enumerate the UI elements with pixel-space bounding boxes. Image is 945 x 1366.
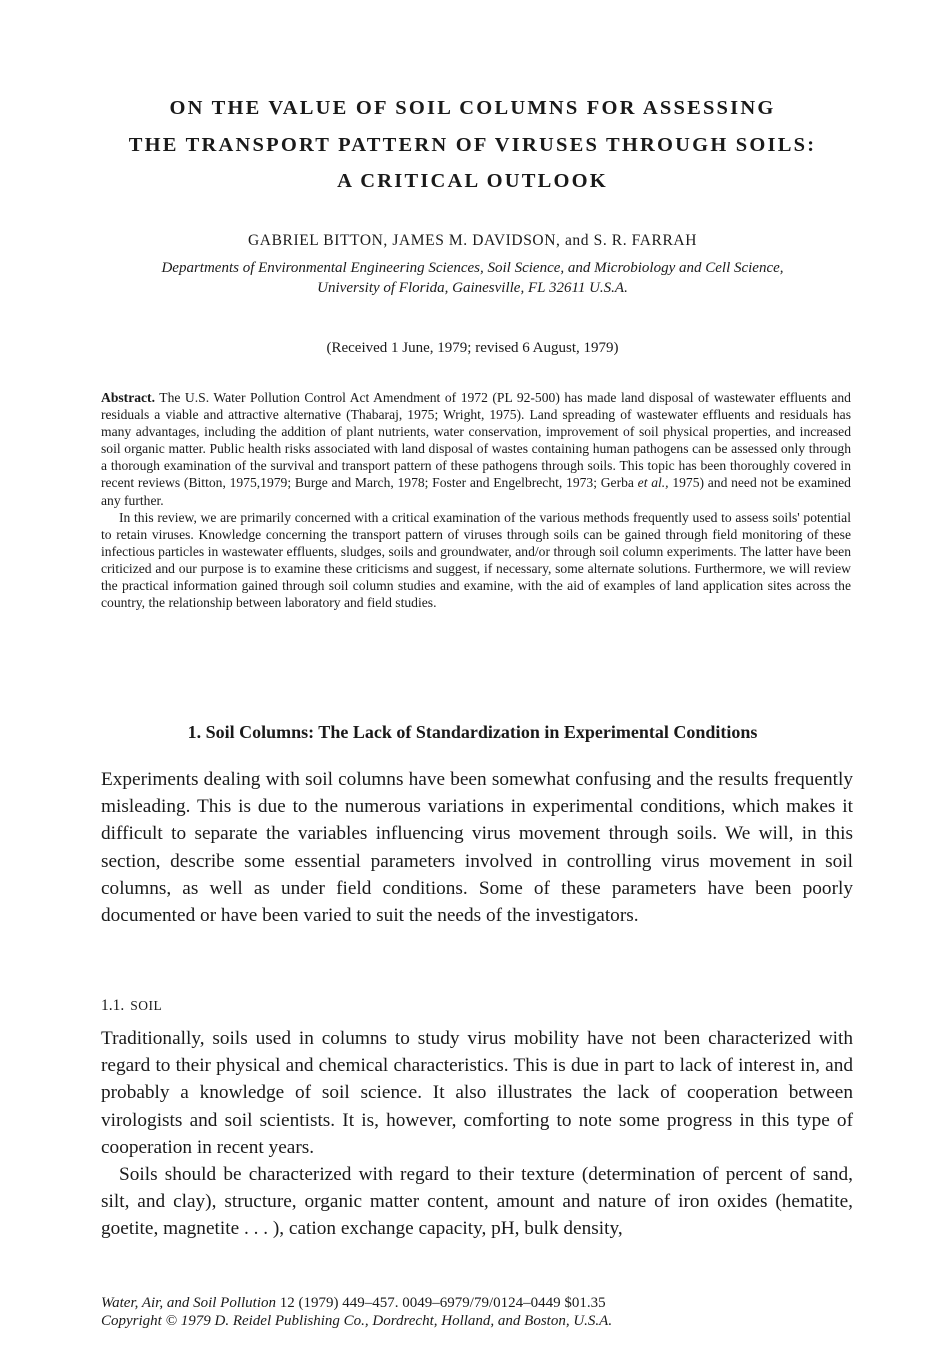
abstract [101,389,851,611]
footer-journal: Water, Air, and Soil Pollution [101,1295,277,1311]
affiliation-line-2: University of Florida, Gainesville, FL 32611 U.S.A. [317,280,628,296]
section-1-1-number: 1.1. [101,997,125,1014]
abstract-text-1-end: 1975) and need not be examined any further. [101,475,851,508]
abstract-paragraph-1 [101,389,851,509]
section-1-body [101,766,853,929]
footer-citation: 12 (1979) 449–457. 0049–6979/79/0124–0449 $01.35 [279,1295,606,1311]
page-footer [101,1294,612,1330]
section-1-1-paragraph-1: Traditionally, soils used in columns to study virus mobility have not been characterized with regard to their physical and chemical characteristics. This is due in part to lack of interest in, and probably a knowledge of soil science. It also illustrates the lack of cooperation between virologists and soil scientists. It is, however, comforting to note some progress in this type of cooperation in recent years. [101,1028,853,1158]
title-line-1: ON THE VALUE OF SOIL COLUMNS FOR ASSESSING [169,97,776,119]
abstract-paragraph-2: In this review, we are primarily concerned with a critical examination of the various methods frequently used to assess soils' potential to retain viruses. Knowledge concerning the transport pattern of viruses through soils can be gained through field monitoring of these infectious particles in wastewater effluents, sludges, soils and groundwater, and/or through soil column experiments. The latter have been criticized and our purpose is to examine these criticisms and suggest, if necessary, some alternate solutions. Furthermore, we will review the practical information gained through soil column studies and examine, with the aid of examples of land application sites across the country, the relationship between laboratory and field studies. [101,509,851,611]
received-dates: (Received 1 June, 1979; revised 6 August, 1979) [326,340,619,356]
section-1-1-heading [101,997,162,1015]
title-line-3: A CRITICAL OUTLOOK [337,170,608,192]
author-list: GABRIEL BITTON, JAMES M. DAVIDSON, and S. R. FARRAH [248,232,697,249]
section-1-paragraph-1: Experiments dealing with soil columns have been somewhat confusing and the results frequently misleading. This is due to the numerous variations in experimental conditions, which makes it difficult to separate the variables influencing virus movement through soils. We will, in this section, describe some essential parameters involved in controlling virus movement in soil columns, as well as under field conditions. Some of these parameters have been poorly documented or have been varied to suit the needs of the investigators. [101,769,853,927]
section-1-heading: 1. Soil Columns: The Lack of Standardization in Experimental Conditions [187,722,758,742]
footer-copyright: Copyright © 1979 D. Reidel Publishing Co., Dordrecht, Holland, and Boston, U.S.A. [101,1313,613,1329]
title-line-2: THE TRANSPORT PATTERN OF VIRUSES THROUGH SOILS: [128,133,817,156]
abstract-etal: et al., [637,475,669,491]
section-1-1-paragraph-2: Soils should be characterized with regard to their texture (determination of percent of sand, silt, and clay), structure, organic matter content, amount and nature of iron oxides (hematite, goetite, magnetite . . . ), cation exchange capacity, pH, bulk density, [101,1164,853,1240]
abstract-label: Abstract. [101,390,155,405]
paper-title [80,90,865,200]
section-1-1-title: SOIL [130,998,163,1013]
affiliation-line-1: Departments of Environmental Engineering Sciences, Soil Science, and Microbiology and Cell Science, [161,260,784,276]
footer-citation-line [101,1294,612,1312]
affiliation [80,258,865,298]
section-1-1-body [101,1025,853,1243]
abstract-text-1: The U.S. Water Pollution Control Act Amendment of 1972 (PL 92-500) has made land disposal of wastewater effluents and residuals a viable and attractive alternative (Thabaraj, 1975; Wright, 1975). Land spreading of wastewater effluents and residuals has many advantages, including the addition of plant nutrients, water conservation, improvement of soil physical properties, and increased soil organic matter. Public health risks associated with land disposal of wastes containing human pathogens can be assessed only through a thorough examination of the survival and transport pattern of these pathogens through soils. This topic has been thoroughly covered in recent reviews (Bitton, 1975,1979; Burge and March, 1978; Foster and Engelbrecht, 1973; Gerba [101,390,851,491]
